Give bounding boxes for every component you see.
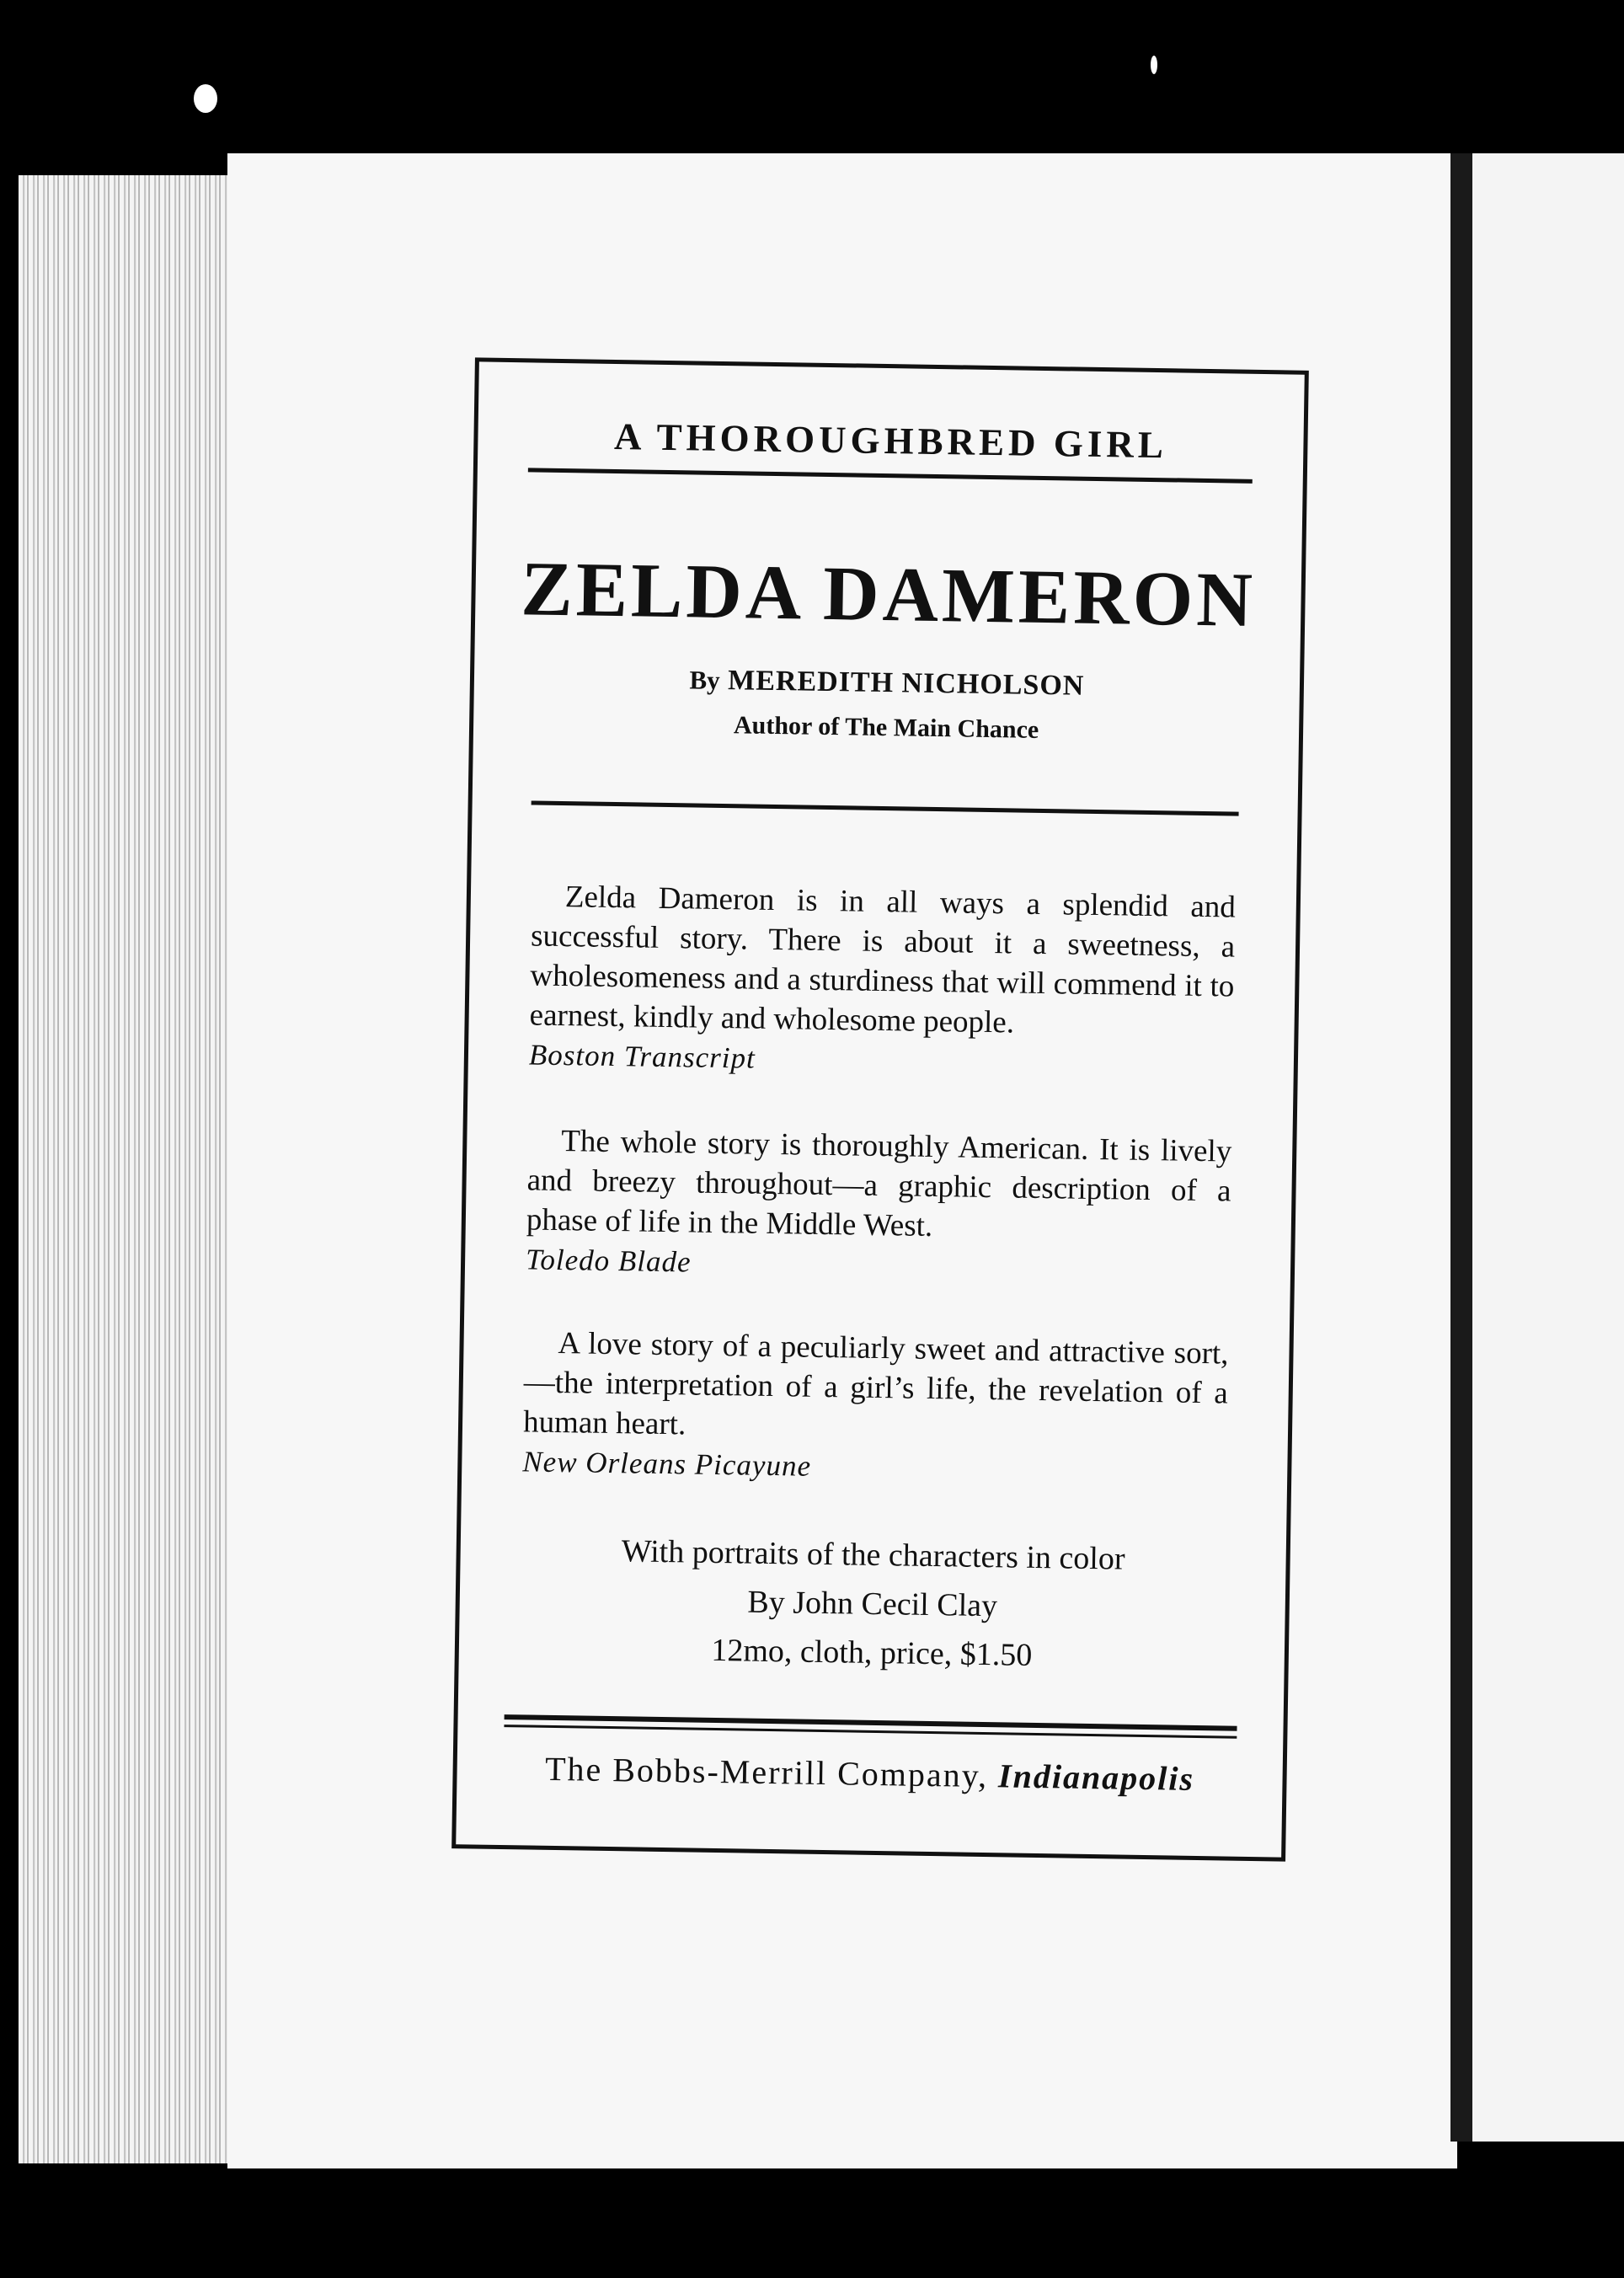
author-name: MEREDITH NICHOLSON	[727, 665, 1085, 702]
review-toledo	[526, 1120, 1232, 1290]
facing-page	[1472, 153, 1624, 2142]
book-title: ZELDA DAMERON	[520, 545, 1257, 643]
author-line	[474, 660, 1300, 705]
publisher-name: The Bobbs-Merrill Company,	[544, 1749, 989, 1795]
review-source: Boston Transcript	[528, 1038, 756, 1075]
review-boston	[529, 876, 1237, 1085]
author-by: By	[689, 665, 720, 695]
ad-kicker: A THOROUGHBRED GIRL	[613, 414, 1168, 467]
review-picayune	[522, 1323, 1229, 1492]
review-text: The whole story is thoroughly American. It is lively and breezy throughout—a graphic description of a phase of life in the Middle West.	[526, 1124, 1232, 1243]
review-text: Zelda Dameron is in all ways a splendid and successful story. There is about it a sweetness, a wholesomeness and a sturdiness that will commend it to earnest, kindly and wholesome people.	[529, 880, 1237, 1040]
details-line: 12mo, cloth, price, $1.50	[711, 1632, 1033, 1673]
dust-speck	[194, 84, 217, 113]
book-advertisement	[451, 357, 1309, 1861]
review-source: Toledo Blade	[525, 1243, 692, 1279]
details-line: With portraits of the characters in color	[621, 1533, 1125, 1577]
dust-speck	[1151, 56, 1157, 74]
edition-details	[458, 1524, 1286, 1683]
details-line: By John Cecil Clay	[747, 1584, 998, 1624]
top-rule	[528, 468, 1253, 484]
author-note: Author of The Main Chance	[733, 711, 1039, 744]
book-page-edges	[19, 175, 238, 2163]
review-source: New Orleans Picayune	[522, 1445, 812, 1483]
review-text: A love story of a peculiarly sweet and attractive sort,—the interpretation of a girl’s life, the revelation of a human heart.	[522, 1326, 1229, 1442]
publisher-line	[499, 1748, 1241, 1799]
publisher-city: Indianapolis	[997, 1757, 1195, 1798]
middle-rule	[532, 800, 1239, 815]
